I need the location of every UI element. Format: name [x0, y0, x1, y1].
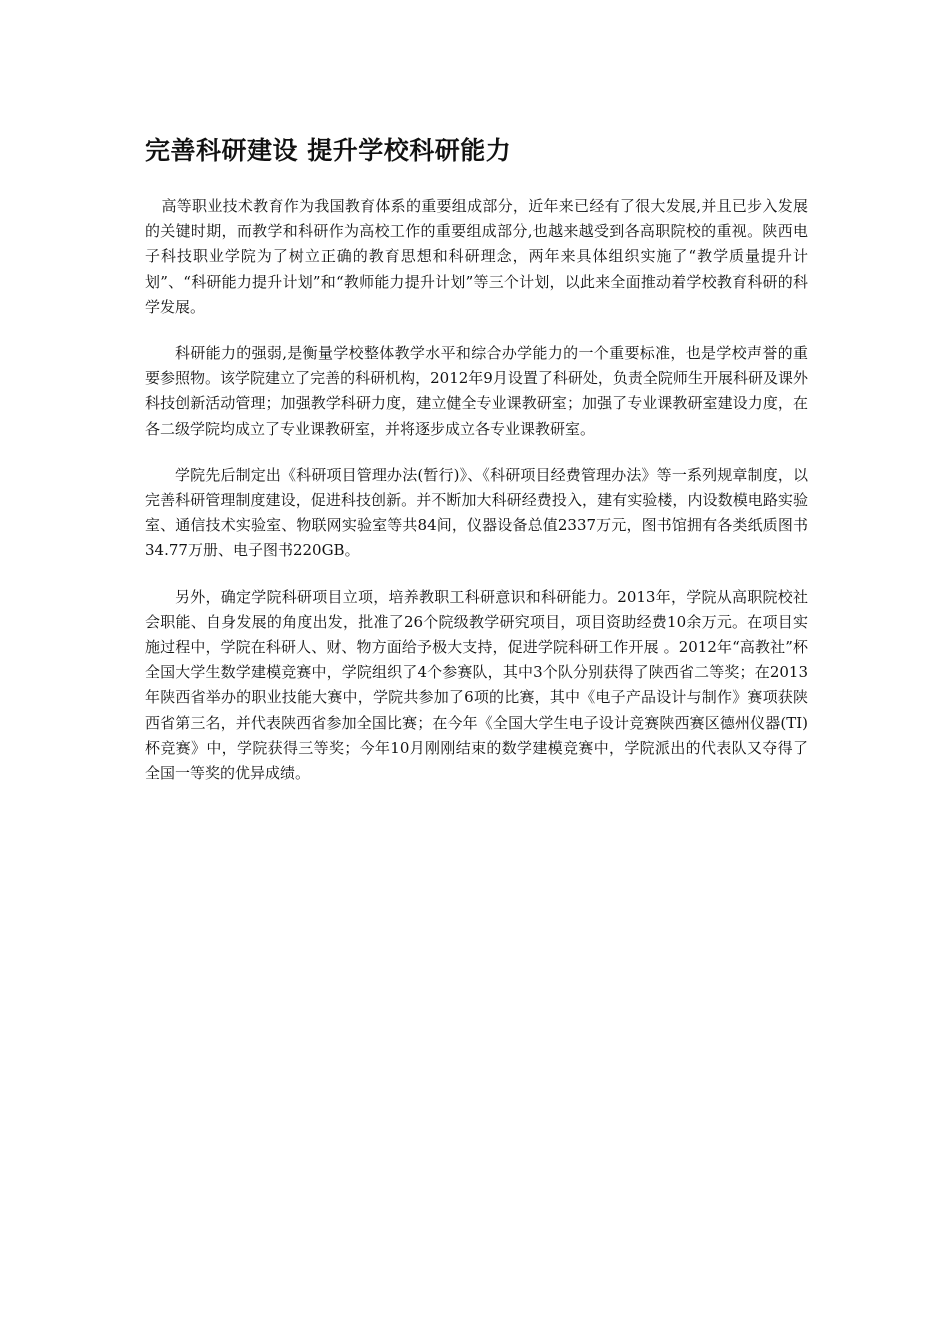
paragraph-2: 科研能力的强弱,是衡量学校整体教学水平和综合办学能力的一个重要标准，也是学校声誉的重要参照物。该学院建立了完善的科研机构，2012年9月设置了科研处，负责全院师生开展科研及课外科技创新活动管理；加强教学科研力度，建立健全专业课教研室；加强了专业课教研室建设力度，在各二级学院均成立了专业课教研室，并将逐步成立各专业课教研室。: [145, 344, 808, 438]
paragraph-3: 学院先后制定出《科研项目管理办法(暂行)》、《科研项目经费管理办法》等一系列规章制度，以完善科研管理制度建设，促进科技创新。并不断加大科研经费投入，建有实验楼，内设数模电路实验室、通信技术实验室、物联网实验室等共84间，仪器设备总值2337万元，图书馆拥有各类纸质图书34.77万册、电子图书220GB。: [145, 465, 808, 560]
paragraph-4: 另外，确定学院科研项目立项，培养教职工科研意识和科研能力。2013年，学院从高职院校社会职能、自身发展的角度出发，批准了26个院级教学研究项目，项目资助经费10余万元。在项目实施过程中，学院在科研人、财、物方面给予极大支持，促进学院科研工作开展 。2012年“高教社”杯全国大学生数学建模竞赛中，学院组织了4个参赛队，其中3个队分别获得了陕西省二等奖；在2013年陕西省举办的职业技能大赛中，学院共参加了6项的比赛，其中《电子产品设计与制作》赛项获陕西省第三名，并代表陕西省参加全国比赛；在今年《全国大学生电子设计竞赛陕西赛区德州仪器(TI)杯竞赛》中，学院获得三等奖；今年10月刚刚结束的数学建模竞赛中，学院派出的代表队又夺得了全国一等奖的优异成绩。: [145, 587, 808, 783]
paragraph-1: 高等职业技术教育作为我国教育体系的重要组成部分，近年来已经有了很大发展,并且已步入发展的关键时期，而教学和科研作为高校工作的重要组成部分,也越来越受到各高职院校的重视。陕西电子科技职业学院为了树立正确的教育思想和科研理念，两年来具体组织实施了“教学质量提升计划”、“科研能力提升计划”和“教师能力提升计划”等三个计划，以此来全面推动着学校教育科研的科学发展。: [145, 197, 808, 316]
document-body: [145, 194, 808, 807]
document-title: 完善科研建设 提升学校科研能力: [145, 136, 512, 165]
